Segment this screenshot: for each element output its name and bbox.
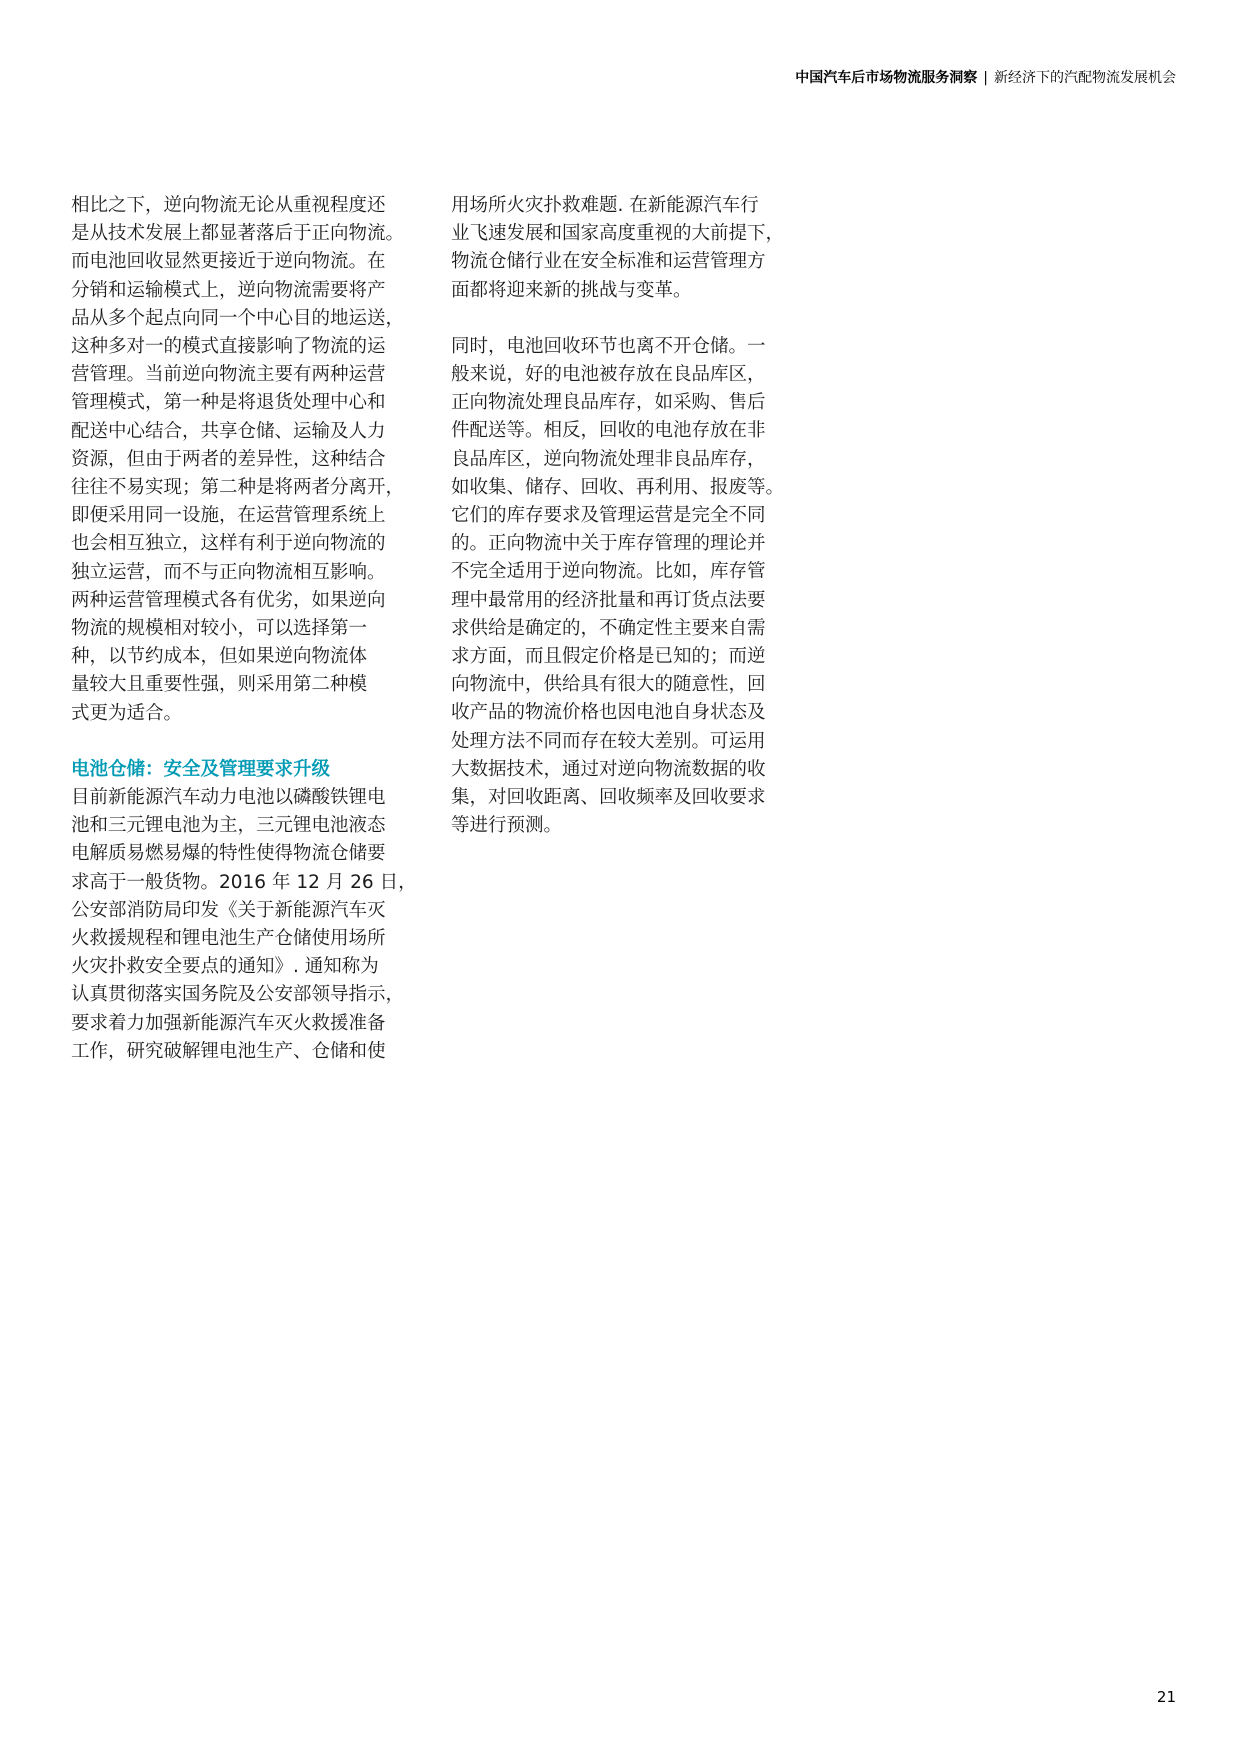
text-line: 物流的规模相对较小，可以选择第一 [71, 618, 368, 640]
text-line: 是从技术发展上都显著落后于正向物流。 [71, 223, 405, 245]
text-line: 物流仓储行业在安全标准和运营管理方 [451, 251, 766, 273]
text-line: 如收集、储存、回收、再利用、报废等。 [451, 476, 785, 498]
text-line: 业飞速发展和国家高度重视的大前提下， [451, 223, 785, 245]
text-line: 种，以节约成本，但如果逆向物流体 [71, 646, 368, 668]
text-line: 求高于一般货物。2016 年 12 月 26 日， [71, 871, 417, 893]
text-line: 等进行预测。 [451, 815, 563, 837]
text-line: 集，对回收距离、回收频率及回收要求 [451, 787, 766, 809]
text-line: 求供给是确定的，不确定性主要来自需 [451, 617, 766, 639]
paragraph-gap [451, 305, 796, 333]
text-line: 式更为适合。 [71, 702, 183, 724]
text-line: 电解质易燃易爆的特性使得物流仓储要 [71, 843, 386, 865]
text-line: 处理方法不同而存在较大差别。可运用 [451, 730, 766, 752]
text-line: 独立运营，而不与正向物流相互影响。 [71, 561, 386, 583]
text-line: 求方面，而且假定价格是已知的；而逆 [451, 646, 766, 668]
text-line: 即便采用同一设施，在运营管理系统上 [71, 505, 386, 527]
text-line: 认真贯彻落实国务院及公安部领导指示， [71, 984, 405, 1006]
text-line: 配送中心结合，共享仓储、运输及人力 [71, 420, 386, 442]
text-line: 大数据技术，通过对逆向物流数据的收 [451, 758, 766, 780]
left-column [71, 192, 416, 1066]
text-line: 不完全适用于逆向物流。比如，库存管 [451, 561, 766, 583]
text-line: 向物流中，供给具有很大的随意性，回 [451, 674, 766, 696]
right-paragraph-2 [451, 333, 796, 841]
text-line: 目前新能源汽车动力电池以磷酸铁锂电 [71, 787, 386, 809]
text-line: 同时，电池回收环节也离不开仓储。一 [451, 335, 766, 357]
text-line: 管理模式，第一种是将退货处理中心和 [71, 392, 386, 414]
text-line: 用场所火灾扑救难题. 在新能源汽车行 [451, 195, 759, 216]
text-line: 也会相互独立，这样有利于逆向物流的 [71, 533, 386, 555]
header-subtitle: 新经济下的汽配物流发展机会 [994, 70, 1176, 86]
text-line: 营管理。当前逆向物流主要有两种运营 [71, 364, 386, 386]
text-line: 池和三元锂电池为主，三元锂电池液态 [71, 815, 386, 837]
text-line: 它们的库存要求及管理运营是完全不同 [451, 505, 766, 527]
text-line: 正向物流处理良品库存，如采购、售后 [451, 392, 766, 414]
running-header [795, 68, 1176, 88]
section-heading: 电池仓储：安全及管理要求升级 [71, 758, 331, 780]
text-line: 这种多对一的模式直接影响了物流的运 [71, 336, 386, 358]
text-line: 火救援规程和锂电池生产仓储使用场所 [71, 928, 386, 950]
left-paragraph-2 [71, 784, 416, 1066]
text-line: 火灾扑救安全要点的通知》. 通知称为 [71, 956, 379, 978]
text-line: 件配送等。相反，回收的电池存放在非 [451, 420, 766, 442]
text-line: 而电池回收显然更接近于逆向物流。在 [71, 251, 386, 273]
text-line: 般来说，好的电池被存放在良品库区， [451, 364, 766, 386]
header-separator: | [983, 70, 988, 86]
text-line: 理中最常用的经济批量和再订货点法要 [451, 589, 766, 611]
right-column [451, 192, 796, 840]
text-line: 往往不易实现；第二种是将两者分离开， [71, 477, 405, 499]
text-line: 资源，但由于两者的差异性，这种结合 [71, 448, 386, 470]
header-title: 中国汽车后市场物流服务洞察 [795, 70, 978, 86]
text-line: 相比之下，逆向物流无论从重视程度还 [71, 195, 386, 216]
text-line: 收产品的物流价格也因电池自身状态及 [451, 702, 766, 724]
text-line: 两种运营管理模式各有优劣，如果逆向 [71, 589, 386, 611]
text-line: 工作，研究破解锂电池生产、仓储和使 [71, 1040, 386, 1062]
text-line: 分销和运输模式上，逆向物流需要将产 [71, 279, 386, 301]
text-line: 品从多个起点向同一个中心目的地运送， [71, 307, 405, 329]
text-line: 公安部消防局印发《关于新能源汽车灭 [71, 899, 386, 921]
text-line: 要求着力加强新能源汽车灭火救援准备 [71, 1012, 386, 1034]
text-line: 量较大且重要性强，则采用第二种模 [71, 674, 368, 696]
left-paragraph-1 [71, 192, 416, 728]
text-line: 良品库区，逆向物流处理非良品库存， [451, 448, 766, 470]
text-line: 面都将迎来新的挑战与变革。 [451, 279, 692, 301]
right-paragraph-1 [451, 192, 796, 305]
page-number: 21 [1156, 1688, 1176, 1706]
text-line: 的。正向物流中关于库存管理的理论并 [451, 533, 766, 555]
